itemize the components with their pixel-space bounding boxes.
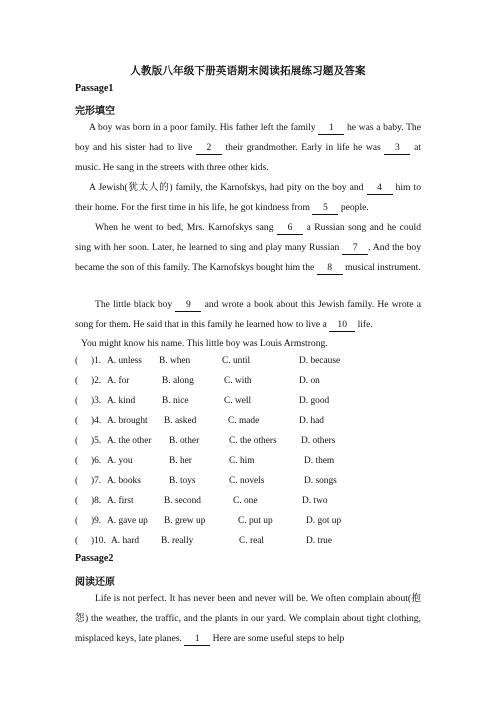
reading-restore-section-heading: 阅读还原 [75, 577, 115, 588]
option-b[interactable]: B. really [161, 536, 194, 546]
option-b[interactable]: B. when [159, 356, 191, 366]
option-b[interactable]: B. second [164, 496, 201, 506]
option-d[interactable]: D. songs [304, 476, 337, 486]
passage1-paragraph-5: You might know his name. This little boy was Louis Armstrong. [81, 338, 328, 349]
blank-6: 6 [277, 222, 303, 235]
option-a[interactable]: A. you [107, 456, 133, 466]
option-a[interactable]: A. brought [107, 416, 148, 426]
option-c[interactable]: C. until [222, 356, 251, 366]
blank-8: 8 [317, 262, 343, 275]
option-d[interactable]: D. good [299, 396, 330, 406]
blank-7: 7 [342, 242, 368, 255]
option-c[interactable]: C. the others [229, 436, 277, 446]
option-b[interactable]: B. grew up [164, 516, 206, 526]
passage2-paragraph-1: Life is not perfect. It has never been and never will be. We often complain about(抱怨) the weather, the traffic, and the plants in our yard. We complain about tight clothing, misplaced keys, late planes. 1 Here are some useful steps to help [75, 593, 421, 644]
option-a[interactable]: A. kind [107, 396, 136, 406]
cloze-section-heading: 完形填空 [75, 106, 115, 117]
option-a[interactable]: A. hard [111, 536, 140, 546]
option-c[interactable]: C. with [224, 376, 252, 386]
option-c[interactable]: C. made [228, 416, 260, 426]
option-d[interactable]: D. on [299, 376, 320, 386]
blank-5: 5 [312, 202, 338, 215]
option-b[interactable]: B. toys [169, 476, 196, 486]
option-d[interactable]: D. got up [306, 516, 342, 526]
option-c[interactable]: C. real [239, 536, 264, 546]
option-b[interactable]: B. asked [164, 416, 197, 426]
option-b[interactable]: B. along [162, 376, 194, 386]
passage1-paragraph-3: When he went to bed, Mrs. Karnofskys sang 6 a Russian song and he could sing with her soon. Later, he learned to sing and play many Russian 7 . And the boy became the son of this family. The Karnofskys bought him the 8 musical instrument. [75, 222, 421, 273]
document-title: 人教版八年级下册英语期末阅读拓展练习题及答案 [130, 66, 366, 77]
option-c[interactable]: C. put up [238, 516, 273, 526]
option-c[interactable]: C. one [233, 496, 258, 506]
blank-1: 1 [318, 122, 344, 135]
option-a[interactable]: A. first [107, 496, 134, 506]
option-d[interactable]: D. true [306, 536, 333, 546]
option-d[interactable]: D. them [304, 456, 335, 466]
document-page: 人教版八年级下册英语期末阅读拓展练习题及答案 Passage1 完形填空 A boy was born in a poor family. His father left the family 1 he was a baby. The boy and his sister had to live 2 their grandmother. Early in life he was 3 at music. He sang in the streets with three other kids. A Jewish(犹太人的) family, the Karnofskys, had pity on the boy and 4 him to their home. For the first time in his life, he got kindness from 5 people. When he went to bed, Mrs. Karnofskys sang 6 a Russian song and he could sing with her soon. Later, he learned to sing and play many Russian 7 . And the boy became the son of this family. The Karnofskys bought him the 8 musical instrument. The little black boy 9 and wrote a book about this Jewish family. He wrote a song for them. He said that in this family he learned how to live a 10 life. You might know his name. This little boy was Louis Armstrong. ( )1. A. unless B. when C. until D. because ( )2. A. for B. along C. with D. on ( )3. A. kind B. nice C. well D. good ( )4. A. brought B. asked C. made D. had ( )5. A. the other B. other C. the others D. others ( )6. A. you B. her C. him D. them ( )7. A. books B. toys C. novels D. songs ( )8. A. first B. second C. one D. two ( )9. A. gave up B. grew up C. put up D. got up ( )10. A. hard B. really C. real D. true Passage2 阅读还原 Life is not perfect. It has never been and never will be. We often complain about(抱怨) the weather, the traffic, and the plants in our yard. We complain about tight clothing, misplaced keys, late planes. 1 Here are some useful steps to help [0, 0, 496, 702]
option-d[interactable]: D. others [301, 436, 336, 446]
blank-2: 2 [196, 142, 222, 155]
passage1-paragraph-1: A boy was born in a poor family. His father left the family 1 he was a baby. The boy and his sister had to live 2 their grandmother. Early in life he was 3 at music. He sang in the streets with three other kids. [75, 122, 421, 173]
blank-3: 3 [384, 142, 410, 155]
option-d[interactable]: D. two [302, 496, 328, 506]
option-a[interactable]: A. unless [107, 356, 142, 366]
option-a[interactable]: A. the other [107, 436, 152, 446]
option-a[interactable]: A. for [107, 376, 130, 386]
passage2-label: Passage2 [75, 553, 114, 564]
option-b[interactable]: B. nice [162, 396, 189, 406]
blank-p2-1: 1 [184, 633, 210, 646]
passage1-paragraph-2: A Jewish(犹太人的) family, the Karnofskys, had pity on the boy and 4 him to their home. For the first time in his life, he got kindness from 5 people. [75, 182, 421, 213]
option-b[interactable]: B. her [169, 456, 192, 466]
passage1-paragraph-4: The little black boy 9 and wrote a book about this Jewish family. He wrote a song for them. He said that in this family he learned how to live a 10 life. [75, 299, 422, 330]
blank-10: 10 [329, 319, 355, 332]
blank-9: 9 [175, 299, 201, 312]
option-c[interactable]: C. him [229, 456, 255, 466]
passage1-label: Passage1 [75, 83, 114, 94]
option-d[interactable]: D. because [299, 356, 341, 366]
option-a[interactable]: A. books [107, 476, 141, 486]
option-b[interactable]: B. other [169, 436, 200, 446]
option-c[interactable]: C. well [224, 396, 252, 406]
option-c[interactable]: C. novels [229, 476, 265, 486]
option-d[interactable]: D. had [299, 416, 324, 426]
option-a[interactable]: A. gave up [107, 516, 148, 526]
blank-4: 4 [367, 182, 393, 195]
